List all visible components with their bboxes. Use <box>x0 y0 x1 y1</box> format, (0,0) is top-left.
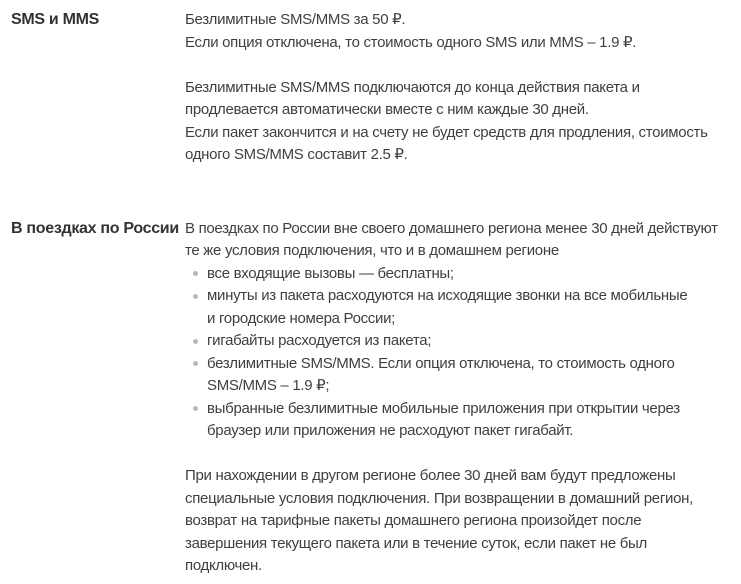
text-line: SMS/MMS – 1.9 ₽; <box>207 377 330 394</box>
text-line: При нахождении в другом регионе более 30 дней вам будут предложены <box>185 467 676 484</box>
list-item <box>185 353 727 398</box>
text-line: Безлимитные SMS/MMS подключаются до конца действия пакета и <box>185 78 640 96</box>
text-line: В поездках по России вне своего домашнего региона менее 30 дней действуют <box>185 219 718 237</box>
text-line: гигабайты расходуется из пакета; <box>207 332 432 349</box>
text-line: все входящие вызовы — бесплатны; <box>207 264 454 282</box>
text-line: Если опция отключена, то стоимость одного SMS или MMS – 1.9 ₽. <box>185 33 637 51</box>
section-content-sms-mms <box>185 9 727 167</box>
text-line: Безлимитные SMS/MMS за 50 ₽. <box>185 11 406 28</box>
list-item <box>185 330 727 353</box>
paragraph-sms-pricing <box>185 9 727 54</box>
travel-conditions-list <box>185 263 727 443</box>
paragraph-sms-renewal <box>185 77 727 167</box>
paragraph-travel-intro <box>185 218 727 263</box>
list-item <box>185 398 727 443</box>
text-line: специальные условия подключения. При возвращении в домашний регион, <box>185 489 693 507</box>
paragraph-travel-long-stay <box>185 465 727 578</box>
bullet-icon <box>193 271 198 276</box>
text-line: одного SMS/MMS составит 2.5 ₽. <box>185 146 408 163</box>
text-line: возврат на тарифные пакеты домашнего региона произойдет после <box>185 512 642 529</box>
text-line: минуты из пакета расходуются на исходящие звонки на все мобильные <box>207 287 688 304</box>
list-item-text <box>207 398 727 443</box>
section-russia-travel <box>0 218 727 578</box>
text-line: продлевается автоматически вместе с ним каждые 30 дней. <box>185 101 589 118</box>
text-line: и городские номера России; <box>207 309 396 327</box>
list-item-text <box>207 263 727 286</box>
text-line: подключен. <box>185 557 262 574</box>
bullet-icon <box>193 294 198 299</box>
list-item <box>185 263 727 286</box>
text-line: безлимитные SMS/MMS. Если опция отключена, то стоимость одного <box>207 354 675 372</box>
bullet-icon <box>193 339 198 344</box>
bullet-icon <box>193 361 198 366</box>
section-sms-mms <box>0 9 727 167</box>
section-content-russia-travel <box>185 218 727 578</box>
text-line: те же условия подключения, что и в домашнем регионе <box>185 242 559 259</box>
list-item-text <box>207 285 727 330</box>
section-label-russia-travel: В поездках по России <box>11 219 179 237</box>
list-item <box>185 285 727 330</box>
text-line: выбранные безлимитные мобильные приложения при открытии через <box>207 399 680 417</box>
text-line: Если пакет закончится и на счету не будет средств для продления, стоимость <box>185 123 708 141</box>
bullet-icon <box>193 406 198 411</box>
section-label-sms-mms: SMS и MMS <box>11 11 100 28</box>
text-line: завершения текущего пакета или в течение суток, если пакет не был <box>185 534 647 552</box>
text-line: браузер или приложения не расходуют пакет гигабайт. <box>207 422 574 439</box>
list-item-text <box>207 330 727 353</box>
list-item-text <box>207 353 727 398</box>
